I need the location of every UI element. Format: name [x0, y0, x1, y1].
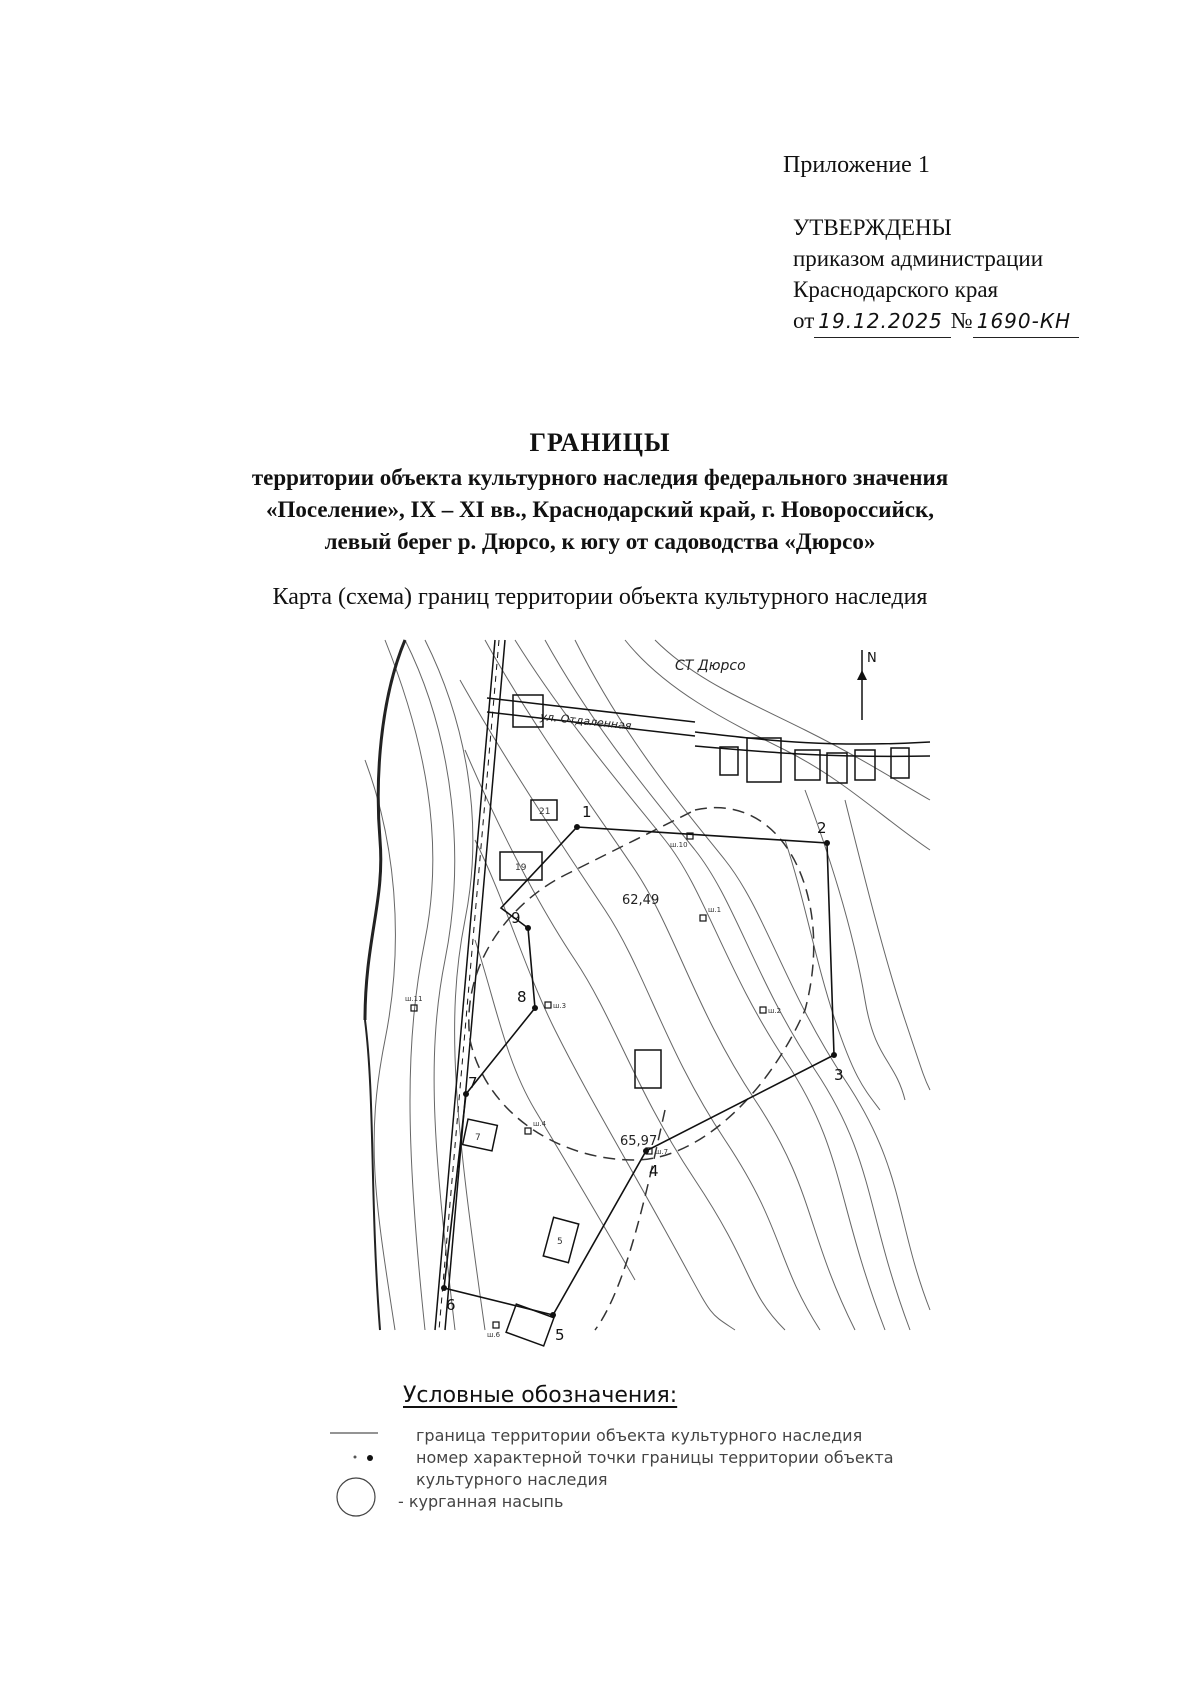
legend-text-point-cont: культурного наследия	[416, 1470, 608, 1489]
mound-outlines	[469, 808, 814, 1330]
elevation-65-97: 65,97	[620, 1134, 658, 1149]
building-label-5: 5	[557, 1237, 563, 1247]
date-prefix: от	[793, 308, 815, 333]
legend-item-point-cont	[320, 1469, 1040, 1491]
handwritten-date: 19.12.2025	[814, 306, 951, 338]
boundary-line-symbol	[320, 1425, 400, 1447]
point-label-9: 9	[511, 909, 521, 927]
document-title	[150, 428, 1050, 558]
legend-item-point	[320, 1447, 1040, 1469]
mound-symbol	[320, 1475, 400, 1519]
pit-label-4: ш.4	[533, 1120, 547, 1128]
point-label-6: 6	[446, 1296, 456, 1314]
settlement-label: СТ Дюрсо	[675, 658, 746, 674]
point-label-4: 4	[649, 1162, 659, 1180]
approval-region: Краснодарского края	[793, 277, 999, 302]
map-subtitle: Карта (схема) границ территории объекта культурного наследия	[272, 584, 928, 610]
street	[487, 698, 930, 756]
pit-label-11: ш.11	[405, 995, 423, 1003]
building-label-21: 21	[539, 807, 551, 817]
point-label-5: 5	[555, 1326, 565, 1344]
legend-item-mound	[320, 1491, 1040, 1513]
point-label-3: 3	[834, 1066, 844, 1084]
boundary-map	[365, 640, 930, 1344]
pit-label-3: ш.3	[553, 1002, 567, 1010]
pit-label-6: ш.6	[487, 1331, 501, 1339]
title-line-1: территории объекта культурного наследия федерального значения	[251, 465, 949, 490]
annex-label: Приложение 1	[783, 152, 930, 178]
point-label-8: 8	[517, 988, 527, 1006]
title-line-3: левый берег р. Дюрсо, к югу от садоводства «Дюрсо»	[324, 529, 876, 554]
north-label: N	[867, 651, 877, 666]
number-sign: №	[950, 308, 973, 333]
boundary-point-symbol	[320, 1447, 400, 1469]
legend-item-boundary	[320, 1425, 1040, 1447]
river-bank	[365, 640, 405, 1330]
building-label-7: 7	[475, 1133, 481, 1143]
approval-order: приказом администрации	[793, 246, 1044, 271]
point-label-1: 1	[582, 803, 592, 821]
pit-label-7: ш.7	[655, 1148, 669, 1156]
approval-block	[793, 212, 1079, 338]
point-label-7: 7	[468, 1074, 478, 1092]
title-line-2: «Поселение», IX – XI вв., Краснодарский край, г. Новороссийск,	[266, 497, 934, 522]
title-main: ГРАНИЦЫ	[529, 428, 671, 457]
legend	[320, 1425, 1040, 1513]
legend-text-mound: - курганная насыпь	[398, 1492, 564, 1511]
elevation-62-49: 62,49	[622, 893, 660, 908]
road	[435, 640, 505, 1330]
legend-title: Условные обозначения:	[403, 1383, 678, 1408]
approved-heading: УТВЕРЖДЕНЫ	[793, 215, 952, 240]
approval-date-line	[793, 305, 1079, 338]
handwritten-number: 1690-КН	[973, 306, 1079, 338]
north-arrow	[857, 650, 877, 720]
legend-text-point: номер характерной точки границы территории объекта	[416, 1448, 894, 1467]
legend-text-boundary: граница территории объекта культурного наследия	[416, 1426, 863, 1445]
buildings	[463, 695, 909, 1346]
pit-label-1: ш.1	[708, 906, 722, 914]
pit-label-10: ш.10	[670, 841, 688, 849]
pit-label-2: ш.2	[768, 1007, 782, 1015]
map-svg	[365, 640, 930, 1344]
point-label-2: 2	[817, 819, 827, 837]
street-label: ул. Отдаленная	[539, 710, 633, 733]
building-label-19: 19	[515, 863, 527, 873]
